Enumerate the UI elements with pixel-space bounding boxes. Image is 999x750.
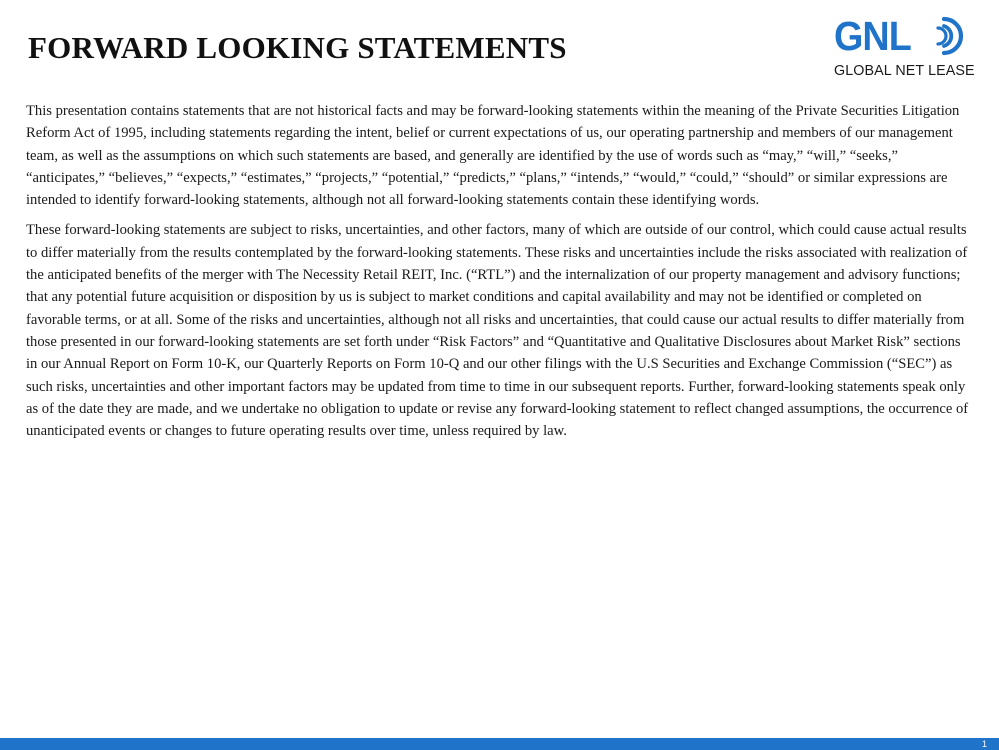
crescent-arcs-icon [934, 15, 976, 57]
logo-wordmark: GNL [834, 13, 911, 59]
disclaimer-body [26, 100, 974, 450]
paragraph-risks: These forward-looking statements are subject to risks, uncertainties, and other factors, many of which are outside of our control, which could cause actual results to differ materially from the results contemplated by the forward-looking statements. These risks and uncertainties include the risks associated with realization of the anticipated benefits of the merger with The Necessity Retail REIT, Inc. (“RTL”) and the internalization of our property management and advisory functions; that any potential future acquisition or disposition by us is subject to market conditions and capital availability and may not be identified or completed on favorable terms, or at all. Some of the risks and uncertainties, although not all risks and uncertainties, that could cause our actual results to differ materially from those presented in our forward-looking statements are set forth under “Risk Factors” and “Quantitative and Qualitative Disclosures about Market Risk” sections in our Annual Report on Form 10-K, our Quarterly Reports on Form 10-Q and our other filings with the U.S Securities and Exchange Commission (“SEC”) as such risks, uncertainties and other important factors may be updated from time to time in our subsequent reports. Further, forward-looking statements speak only as of the date they are made, and we undertake no obligation to update or revise any forward-looking statement to reflect changed assumptions, the occurrence of unanticipated events or changes to future operating results over time, unless required by law. [26, 222, 969, 440]
logo-mark [834, 14, 918, 62]
gnl-logo [834, 14, 976, 82]
paragraph-intro: This presentation contains statements that are not historical facts and may be forward-looking statements within the meaning of the Private Securities Litigation Reform Act of 1995, including statements regarding the intent, belief or current expectations of us, our operating partnership and members of our management team, as well as the assumptions on which such statements are based, and generally are identified by the use of words such as “may,” “will,” “seeks,” “anticipates,” “believes,” “expects,” “estimates,” “projects,” “potential,” “predicts,” “plans,” “intends,” “would,” “could,” “should” or similar expressions are intended to identify forward-looking statements, although not all forward-looking statements contain these identifying words. [26, 103, 960, 209]
slide-title: FORWARD LOOKING STATEMENTS [28, 30, 567, 65]
footer-bar [0, 738, 999, 750]
page-number: 1 [981, 739, 987, 749]
logo-tagline: GLOBAL NET LEASE [834, 63, 975, 79]
